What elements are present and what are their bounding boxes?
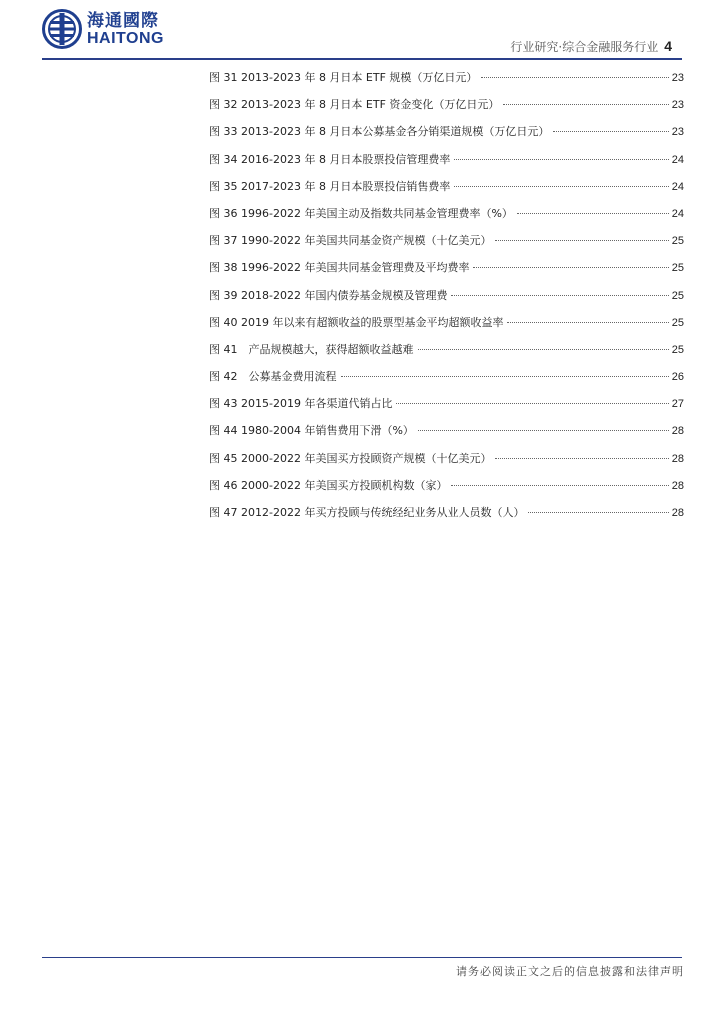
toc-item-page: 28	[671, 425, 684, 438]
toc-item-title: 图 35 2017-2023 年 8 月日本股票投信销售费率	[209, 179, 451, 193]
toc-item-title: 图 41 产品规模越大，获得超额收益越难	[209, 342, 414, 356]
toc-item[interactable]	[209, 69, 684, 96]
toc-leader-dots	[454, 159, 668, 160]
toc-leader-dots	[495, 240, 668, 241]
section-title: 行业研究·综合金融服务行业	[510, 40, 659, 54]
haitong-logo	[42, 9, 164, 49]
toc-item[interactable]	[209, 395, 684, 422]
toc-item[interactable]	[209, 450, 684, 477]
toc-leader-dots	[418, 349, 669, 350]
toc-item-page: 28	[671, 452, 684, 465]
toc-item-page: 24	[671, 180, 684, 193]
toc-item-page: 24	[671, 153, 684, 166]
toc-item-title: 图 32 2013-2023 年 8 月日本 ETF 资金变化（万亿日元）	[209, 98, 500, 112]
toc-leader-dots	[507, 322, 668, 323]
toc-item[interactable]	[209, 232, 684, 259]
footer-disclaimer: 请务必阅读正文之后的信息披露和法律声明	[456, 965, 684, 978]
toc-item[interactable]	[209, 477, 684, 504]
toc-item-title: 图 39 2018-2022 年国内债券基金规模及管理费	[209, 288, 448, 302]
toc-item[interactable]	[209, 178, 684, 205]
toc-item[interactable]	[209, 422, 684, 449]
toc-leader-dots	[418, 430, 669, 431]
toc-item[interactable]	[209, 368, 684, 395]
toc-leader-dots	[473, 267, 668, 268]
toc-item-page: 25	[671, 262, 684, 275]
page-header	[0, 0, 724, 62]
toc-item[interactable]	[209, 259, 684, 286]
toc-item-page: 25	[671, 289, 684, 302]
toc-item-page: 23	[671, 99, 684, 112]
haitong-logo-icon	[42, 9, 82, 49]
toc-item-page: 25	[671, 235, 684, 248]
toc-item-title: 图 40 2019 年以来有超额收益的股票型基金平均超额收益率	[209, 315, 504, 329]
toc-item-title: 图 47 2012-2022 年买方投顾与传统经纪业务从业人员数（人）	[209, 506, 525, 519]
toc-leader-dots	[528, 512, 668, 513]
toc-item-page: 26	[671, 371, 684, 384]
toc-leader-dots	[503, 104, 668, 105]
toc-item-title: 图 36 1996-2022 年美国主动及指数共同基金管理费率（%）	[209, 206, 513, 220]
footer-divider	[42, 957, 682, 958]
toc-item-page: 28	[671, 479, 684, 492]
toc-item[interactable]	[209, 287, 684, 314]
logo-chinese-name: 海通國際	[87, 11, 159, 31]
toc-leader-dots	[481, 77, 668, 78]
toc-leader-dots	[553, 131, 668, 132]
toc-item[interactable]	[209, 151, 684, 178]
toc-item-page: 23	[671, 126, 684, 139]
toc-item[interactable]	[209, 314, 684, 341]
toc-item-title: 图 33 2013-2023 年 8 月日本公募基金各分销渠道规模（万亿日元）	[209, 125, 550, 139]
toc-item-title: 图 43 2015-2019 年各渠道代销占比	[209, 397, 393, 411]
toc-item-page: 25	[671, 316, 684, 329]
toc-item-title: 图 34 2016-2023 年 8 月日本股票投信管理费率	[209, 152, 451, 166]
toc-item[interactable]	[209, 341, 684, 368]
toc-item-title: 图 46 2000-2022 年美国买方投顾机构数（家）	[209, 478, 448, 492]
toc-leader-dots	[451, 295, 668, 296]
toc-item-title: 图 44 1980-2004 年销售费用下滑（%）	[209, 424, 414, 438]
toc-item-title: 图 38 1996-2022 年美国共同基金管理费及平均费率	[209, 261, 470, 275]
header-divider	[42, 58, 682, 60]
page-number: 4	[664, 38, 672, 54]
toc-leader-dots	[396, 403, 668, 404]
toc-leader-dots	[517, 213, 669, 214]
toc-item-page: 23	[671, 72, 684, 84]
toc-item-title: 图 42 公募基金费用流程	[209, 370, 337, 384]
toc-item-page: 25	[671, 343, 684, 356]
toc-leader-dots	[341, 376, 669, 377]
toc-leader-dots	[495, 458, 668, 459]
toc-item-page: 24	[671, 207, 684, 220]
toc-item-title: 图 45 2000-2022 年美国买方投顾资产规模（十亿美元）	[209, 451, 492, 465]
toc-item-title: 图 31 2013-2023 年 8 月日本 ETF 规模（万亿日元）	[209, 71, 478, 84]
toc-item-page: 28	[671, 507, 684, 519]
toc-leader-dots	[454, 186, 668, 187]
toc-item-page: 27	[671, 398, 684, 411]
toc-item[interactable]	[209, 96, 684, 123]
toc-item[interactable]	[209, 205, 684, 232]
logo-english-name: HAITONG	[87, 30, 164, 47]
table-of-figures	[209, 69, 684, 531]
header-section-info	[510, 38, 672, 55]
toc-item-title: 图 37 1990-2022 年美国共同基金资产规模（十亿美元）	[209, 234, 492, 248]
toc-item[interactable]	[209, 504, 684, 531]
toc-item[interactable]	[209, 123, 684, 150]
toc-leader-dots	[451, 485, 668, 486]
